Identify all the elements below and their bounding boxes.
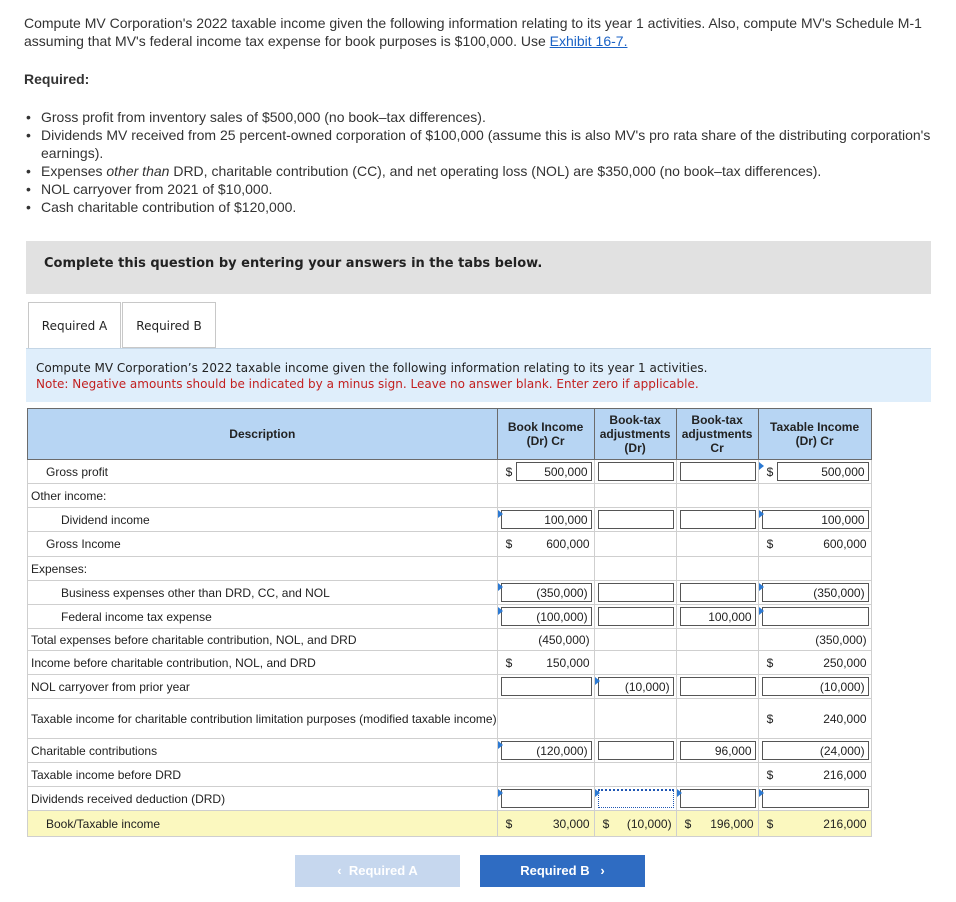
row-description: Dividends received deduction (DRD)	[28, 787, 498, 811]
table-row	[28, 508, 872, 532]
required-heading: Required:	[24, 71, 90, 87]
cell-adj-dr	[594, 581, 676, 605]
cell-value: (350,000)	[813, 585, 865, 600]
cell-value: 96,000	[714, 743, 752, 758]
row-description: Gross profit	[28, 460, 498, 484]
amount-input[interactable]	[598, 510, 674, 529]
prompt-text: Compute MV Corporation’s 2022 taxable income given the following information relating to its year 1 activities.	[36, 361, 708, 375]
table-row	[28, 739, 872, 763]
cell-value: (450,000)	[538, 632, 590, 647]
cell-adj-dr	[594, 699, 676, 739]
cell-adj-cr	[676, 739, 758, 763]
cell-adj-cr	[676, 787, 758, 811]
instructions-text: Complete this question by entering your answers in the tabs below.	[44, 256, 543, 271]
column-header-taxable-income: Taxable Income (Dr) Cr	[758, 409, 871, 460]
currency-symbol: $	[505, 464, 513, 479]
cell-taxable	[758, 811, 871, 837]
table-row	[28, 629, 872, 651]
chevron-right-icon: ›	[600, 863, 605, 878]
cell-value: 216,000	[823, 767, 867, 782]
cell-adj-dr	[594, 557, 676, 581]
cell-adj-cr	[676, 460, 758, 484]
cell-book	[497, 699, 594, 739]
table-row	[28, 787, 872, 811]
cell-value: 500,000	[544, 464, 588, 479]
cell-book	[497, 484, 594, 508]
amount-input[interactable]	[501, 741, 592, 760]
amount-input[interactable]	[598, 607, 674, 626]
table-row	[28, 484, 872, 508]
flag-marker-icon	[759, 462, 764, 470]
amount-input[interactable]	[501, 510, 592, 529]
row-description: Dividend income	[28, 508, 498, 532]
flag-marker-icon	[759, 583, 764, 591]
cell-adj-dr	[594, 484, 676, 508]
currency-symbol: $	[766, 537, 774, 551]
flag-marker-icon	[498, 789, 503, 797]
cell-taxable	[758, 763, 871, 787]
table-row	[28, 811, 872, 837]
cell-adj-dr	[594, 532, 676, 557]
cell-adj-cr	[676, 675, 758, 699]
table-row	[28, 532, 872, 557]
amount-input[interactable]	[598, 789, 674, 808]
exhibit-link[interactable]: Exhibit 16-7.	[549, 33, 628, 49]
amount-input[interactable]	[501, 607, 592, 626]
table-row	[28, 651, 872, 675]
list-item: • Cash charitable contribution of $120,000.	[24, 198, 954, 216]
amount-input[interactable]	[762, 583, 869, 602]
row-description: Charitable contributions	[28, 739, 498, 763]
cell-value: 100,000	[821, 512, 865, 527]
currency-symbol: $	[505, 816, 513, 831]
currency-symbol: $	[505, 655, 513, 670]
previous-button[interactable]: ‹ Required A	[295, 855, 460, 887]
cell-adj-dr	[594, 739, 676, 763]
cell-adj-cr	[676, 629, 758, 651]
row-description: Gross Income	[28, 532, 498, 557]
cell-value: 100,000	[708, 609, 752, 624]
amount-input[interactable]	[501, 789, 592, 808]
cell-adj-cr	[676, 605, 758, 629]
table-row	[28, 699, 872, 739]
cell-book	[497, 739, 594, 763]
flag-marker-icon	[498, 607, 503, 615]
amount-input[interactable]	[680, 583, 756, 602]
flag-marker-icon	[498, 583, 503, 591]
cell-adj-dr	[594, 605, 676, 629]
row-description: Taxable income before DRD	[28, 763, 498, 787]
cell-taxable	[758, 787, 871, 811]
amount-input[interactable]	[680, 462, 756, 481]
cell-book	[497, 811, 594, 837]
currency-symbol: $	[766, 464, 774, 479]
column-header-description: Description	[28, 409, 498, 460]
cell-adj-dr	[594, 811, 676, 837]
cell-adj-dr	[594, 763, 676, 787]
cell-adj-cr	[676, 581, 758, 605]
flag-marker-icon	[498, 510, 503, 518]
cell-value: 240,000	[823, 711, 867, 726]
cell-book	[497, 763, 594, 787]
cell-book	[497, 460, 594, 484]
cell-value: (10,000)	[819, 679, 865, 694]
cell-book	[497, 651, 594, 675]
tab-required-a[interactable]: Required A	[28, 302, 121, 349]
table-row	[28, 557, 872, 581]
cell-value: (350,000)	[536, 585, 588, 600]
amount-input[interactable]	[762, 677, 869, 696]
table-row	[28, 605, 872, 629]
row-description: Expenses:	[28, 557, 498, 581]
cell-adj-dr	[594, 675, 676, 699]
table-row	[28, 675, 872, 699]
cell-adj-cr	[676, 811, 758, 837]
amount-input[interactable]	[777, 462, 869, 481]
cell-value: 250,000	[823, 655, 867, 670]
column-header-adjustments-cr: Book-tax adjustments Cr	[676, 409, 758, 460]
amount-input[interactable]	[598, 741, 674, 760]
amount-input[interactable]	[680, 510, 756, 529]
row-description: Total expenses before charitable contribution, NOL, and DRD	[28, 629, 498, 651]
cell-adj-cr	[676, 651, 758, 675]
cell-taxable	[758, 739, 871, 763]
row-description: Book/Taxable income	[28, 811, 498, 837]
cell-value: 600,000	[546, 537, 590, 551]
column-header-book-income: Book Income (Dr) Cr	[497, 409, 594, 460]
cell-book	[497, 605, 594, 629]
row-description: Federal income tax expense	[28, 605, 498, 629]
cell-taxable	[758, 532, 871, 557]
amount-input[interactable]	[516, 462, 592, 481]
column-header-adjustments-dr: Book-tax adjustments (Dr)	[594, 409, 676, 460]
flag-marker-icon	[677, 789, 682, 797]
chevron-left-icon: ‹	[337, 863, 342, 878]
cell-adj-dr	[594, 629, 676, 651]
amount-input[interactable]	[598, 462, 674, 481]
row-description: NOL carryover from prior year	[28, 675, 498, 699]
cell-value: (100,000)	[536, 609, 588, 624]
amount-input[interactable]	[762, 607, 869, 626]
next-button[interactable]: Required B ›	[480, 855, 645, 887]
amount-input[interactable]	[501, 583, 592, 602]
cell-book	[497, 629, 594, 651]
table-row	[28, 763, 872, 787]
currency-symbol: $	[766, 816, 774, 831]
cell-taxable	[758, 581, 871, 605]
cell-value: 500,000	[821, 464, 865, 479]
amount-input[interactable]	[501, 677, 592, 696]
cell-value: (10,000)	[624, 679, 670, 694]
list-item: • Gross profit from inventory sales of $500,000 (no book–tax differences).	[24, 108, 954, 126]
currency-symbol: $	[766, 655, 774, 670]
cell-adj-cr	[676, 763, 758, 787]
list-item: • Dividends MV received from 25 percent-owned corporation of $100,000 (assume this is also MV's pro rata share of the distributing corporation's earnings).	[24, 126, 954, 162]
cell-taxable	[758, 675, 871, 699]
cell-adj-cr	[676, 532, 758, 557]
cell-book	[497, 787, 594, 811]
cell-adj-cr	[676, 699, 758, 739]
amount-input[interactable]	[598, 677, 674, 696]
cell-book	[497, 508, 594, 532]
flag-marker-icon	[759, 789, 764, 797]
flag-marker-icon	[759, 510, 764, 518]
cell-value: 196,000	[710, 816, 754, 831]
amount-input[interactable]	[762, 741, 869, 760]
cell-adj-dr	[594, 460, 676, 484]
amount-input[interactable]	[680, 789, 756, 808]
currency-symbol: $	[602, 816, 610, 831]
amount-input[interactable]	[762, 510, 869, 529]
cell-adj-cr	[676, 557, 758, 581]
question-prompt	[26, 348, 931, 402]
cell-adj-dr	[594, 787, 676, 811]
cell-value: 30,000	[552, 816, 590, 831]
currency-symbol: $	[766, 711, 774, 726]
currency-symbol: $	[684, 816, 692, 831]
tab-required-b[interactable]: Required B	[122, 302, 216, 348]
cell-value: 216,000	[823, 816, 867, 831]
cell-adj-cr	[676, 508, 758, 532]
table-row	[28, 460, 872, 484]
taxable-income-table	[27, 408, 872, 837]
flag-marker-icon	[498, 741, 503, 749]
cell-value: 150,000	[546, 655, 590, 670]
list-item: • NOL carryover from 2021 of $10,000.	[24, 180, 954, 198]
cell-value: (350,000)	[815, 632, 867, 647]
cell-value: (24,000)	[819, 743, 865, 758]
cell-taxable	[758, 651, 871, 675]
cell-book	[497, 557, 594, 581]
flag-marker-icon	[595, 789, 600, 797]
currency-symbol: $	[505, 537, 513, 551]
amount-input[interactable]	[680, 677, 756, 696]
cell-value: 100,000	[544, 512, 588, 527]
row-description: Taxable income for charitable contribution limitation purposes (modified taxable income)	[28, 699, 498, 739]
table-row	[28, 581, 872, 605]
intro-text	[24, 14, 944, 50]
currency-symbol: $	[766, 767, 774, 782]
cell-taxable	[758, 460, 871, 484]
amount-input[interactable]	[680, 741, 756, 760]
amount-input[interactable]	[680, 607, 756, 626]
cell-taxable	[758, 629, 871, 651]
cell-book	[497, 581, 594, 605]
cell-adj-dr	[594, 508, 676, 532]
amount-input[interactable]	[598, 583, 674, 602]
cell-taxable	[758, 557, 871, 581]
cell-taxable	[758, 508, 871, 532]
flag-marker-icon	[759, 607, 764, 615]
amount-input[interactable]	[762, 789, 869, 808]
row-description: Business expenses other than DRD, CC, and NOL	[28, 581, 498, 605]
cell-taxable	[758, 699, 871, 739]
intro-sentence: Compute MV Corporation's 2022 taxable income given the following information relating to its year 1 activities. Also, compute MV's Schedule M-1 assuming that MV's federal income tax expense for book purposes is $100,000. Use	[24, 15, 922, 49]
instructions-box	[26, 241, 931, 294]
cell-taxable	[758, 484, 871, 508]
list-item: • Expenses other than DRD, charitable contribution (CC), and net operating loss (NOL) are $350,000 (no book–tax differences).	[24, 162, 954, 180]
cell-adj-cr	[676, 484, 758, 508]
cell-value: 600,000	[823, 537, 867, 551]
row-description: Other income:	[28, 484, 498, 508]
flag-marker-icon	[595, 677, 600, 685]
cell-value: (10,000)	[626, 816, 672, 831]
cell-book	[497, 532, 594, 557]
row-description: Income before charitable contribution, NOL, and DRD	[28, 651, 498, 675]
cell-value: (120,000)	[536, 743, 588, 758]
cell-adj-dr	[594, 651, 676, 675]
prompt-note: Note: Negative amounts should be indicated by a minus sign. Leave no answer blank. Enter zero if applicable.	[36, 377, 699, 391]
cell-taxable	[758, 605, 871, 629]
cell-book	[497, 675, 594, 699]
requirements-list	[24, 108, 954, 216]
